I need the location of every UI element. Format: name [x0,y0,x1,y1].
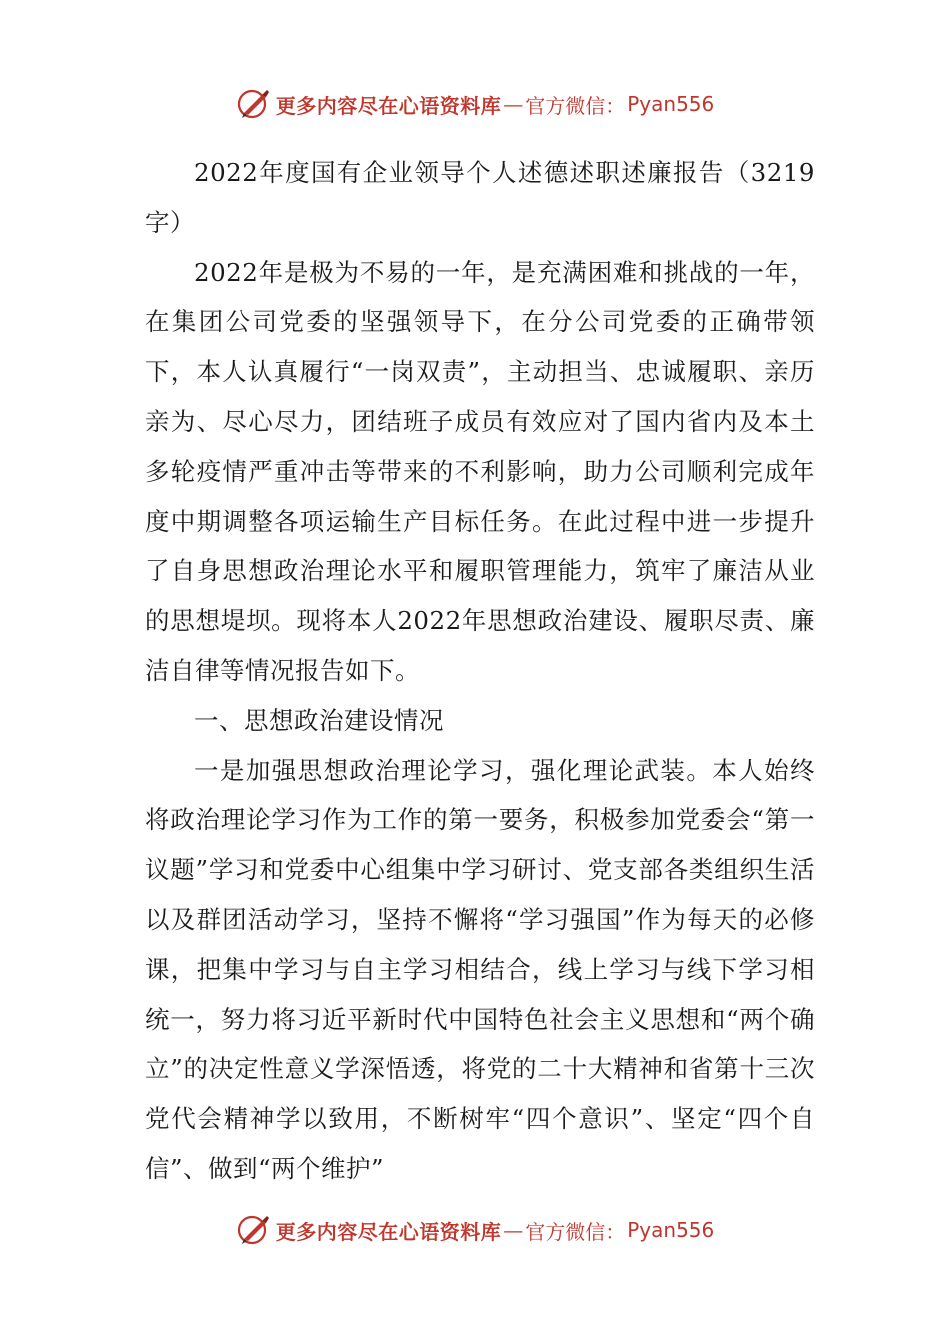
pen-logo-icon [236,86,272,122]
banner-wechat-id: Pyan556 [627,92,715,116]
banner-dash: — [503,92,524,116]
banner-main-text: 更多内容尽在心语资料库 [275,1219,502,1244]
pen-logo-icon [236,1212,272,1248]
document-title: 2022年度国有企业领导个人述德述职述廉报告（3219字） [145,158,815,237]
banner-official-label: 官方微信： [525,93,626,118]
banner-main-text: 更多内容尽在心语资料库 [275,93,502,118]
section-heading: 一、思想政治建设情况 [194,705,444,735]
banner-wechat-id: Pyan556 [627,1218,715,1242]
banner-official-label: 官方微信： [525,1219,626,1244]
banner-dash: — [503,1218,524,1242]
document-body [145,148,815,1194]
header-banner [0,84,950,124]
intro-paragraph: 2022年是极为不易的一年，是充满困难和挑战的一年，在集团公司党委的坚强领导下，在分公司党委的正确带领下，本人认真履行“一岗双责”，主动担当、忠诚履职、亲历亲为、尽心尽力，团结班子成员有效应对了国内省内及本土多轮疫情严重冲击等带来的不利影响，助力公司顺利完成年度中期调整各项运输生产目标任务。在此过程中进一步提升了自身思想政治理论水平和履职管理能力，筑牢了廉洁从业的思想堤坝。现将本人2022年思想政治建设、履职尽责、廉洁自律等情况报告如下。 [145,257,815,685]
body-paragraph: 一是加强思想政治理论学习，强化理论武装。本人始终将政治理论学习作为工作的第一要务，积极参加党委会“第一议题”学习和党委中心组集中学习研讨、党支部各类组织生活以及群团活动学习，坚持不懈将“学习强国”作为每天的必修课，把集中学习与自主学习相结合，线上学习与线下学习相统一，努力将习近平新时代中国特色社会主义思想和“两个确立”的决定性意义学深悟透，将党的二十大精神和省第十三次党代会精神学以致用，不断树牢“四个意识”、坚定“四个自信”、做到“两个维护” [145,755,815,1183]
footer-banner [0,1210,950,1250]
